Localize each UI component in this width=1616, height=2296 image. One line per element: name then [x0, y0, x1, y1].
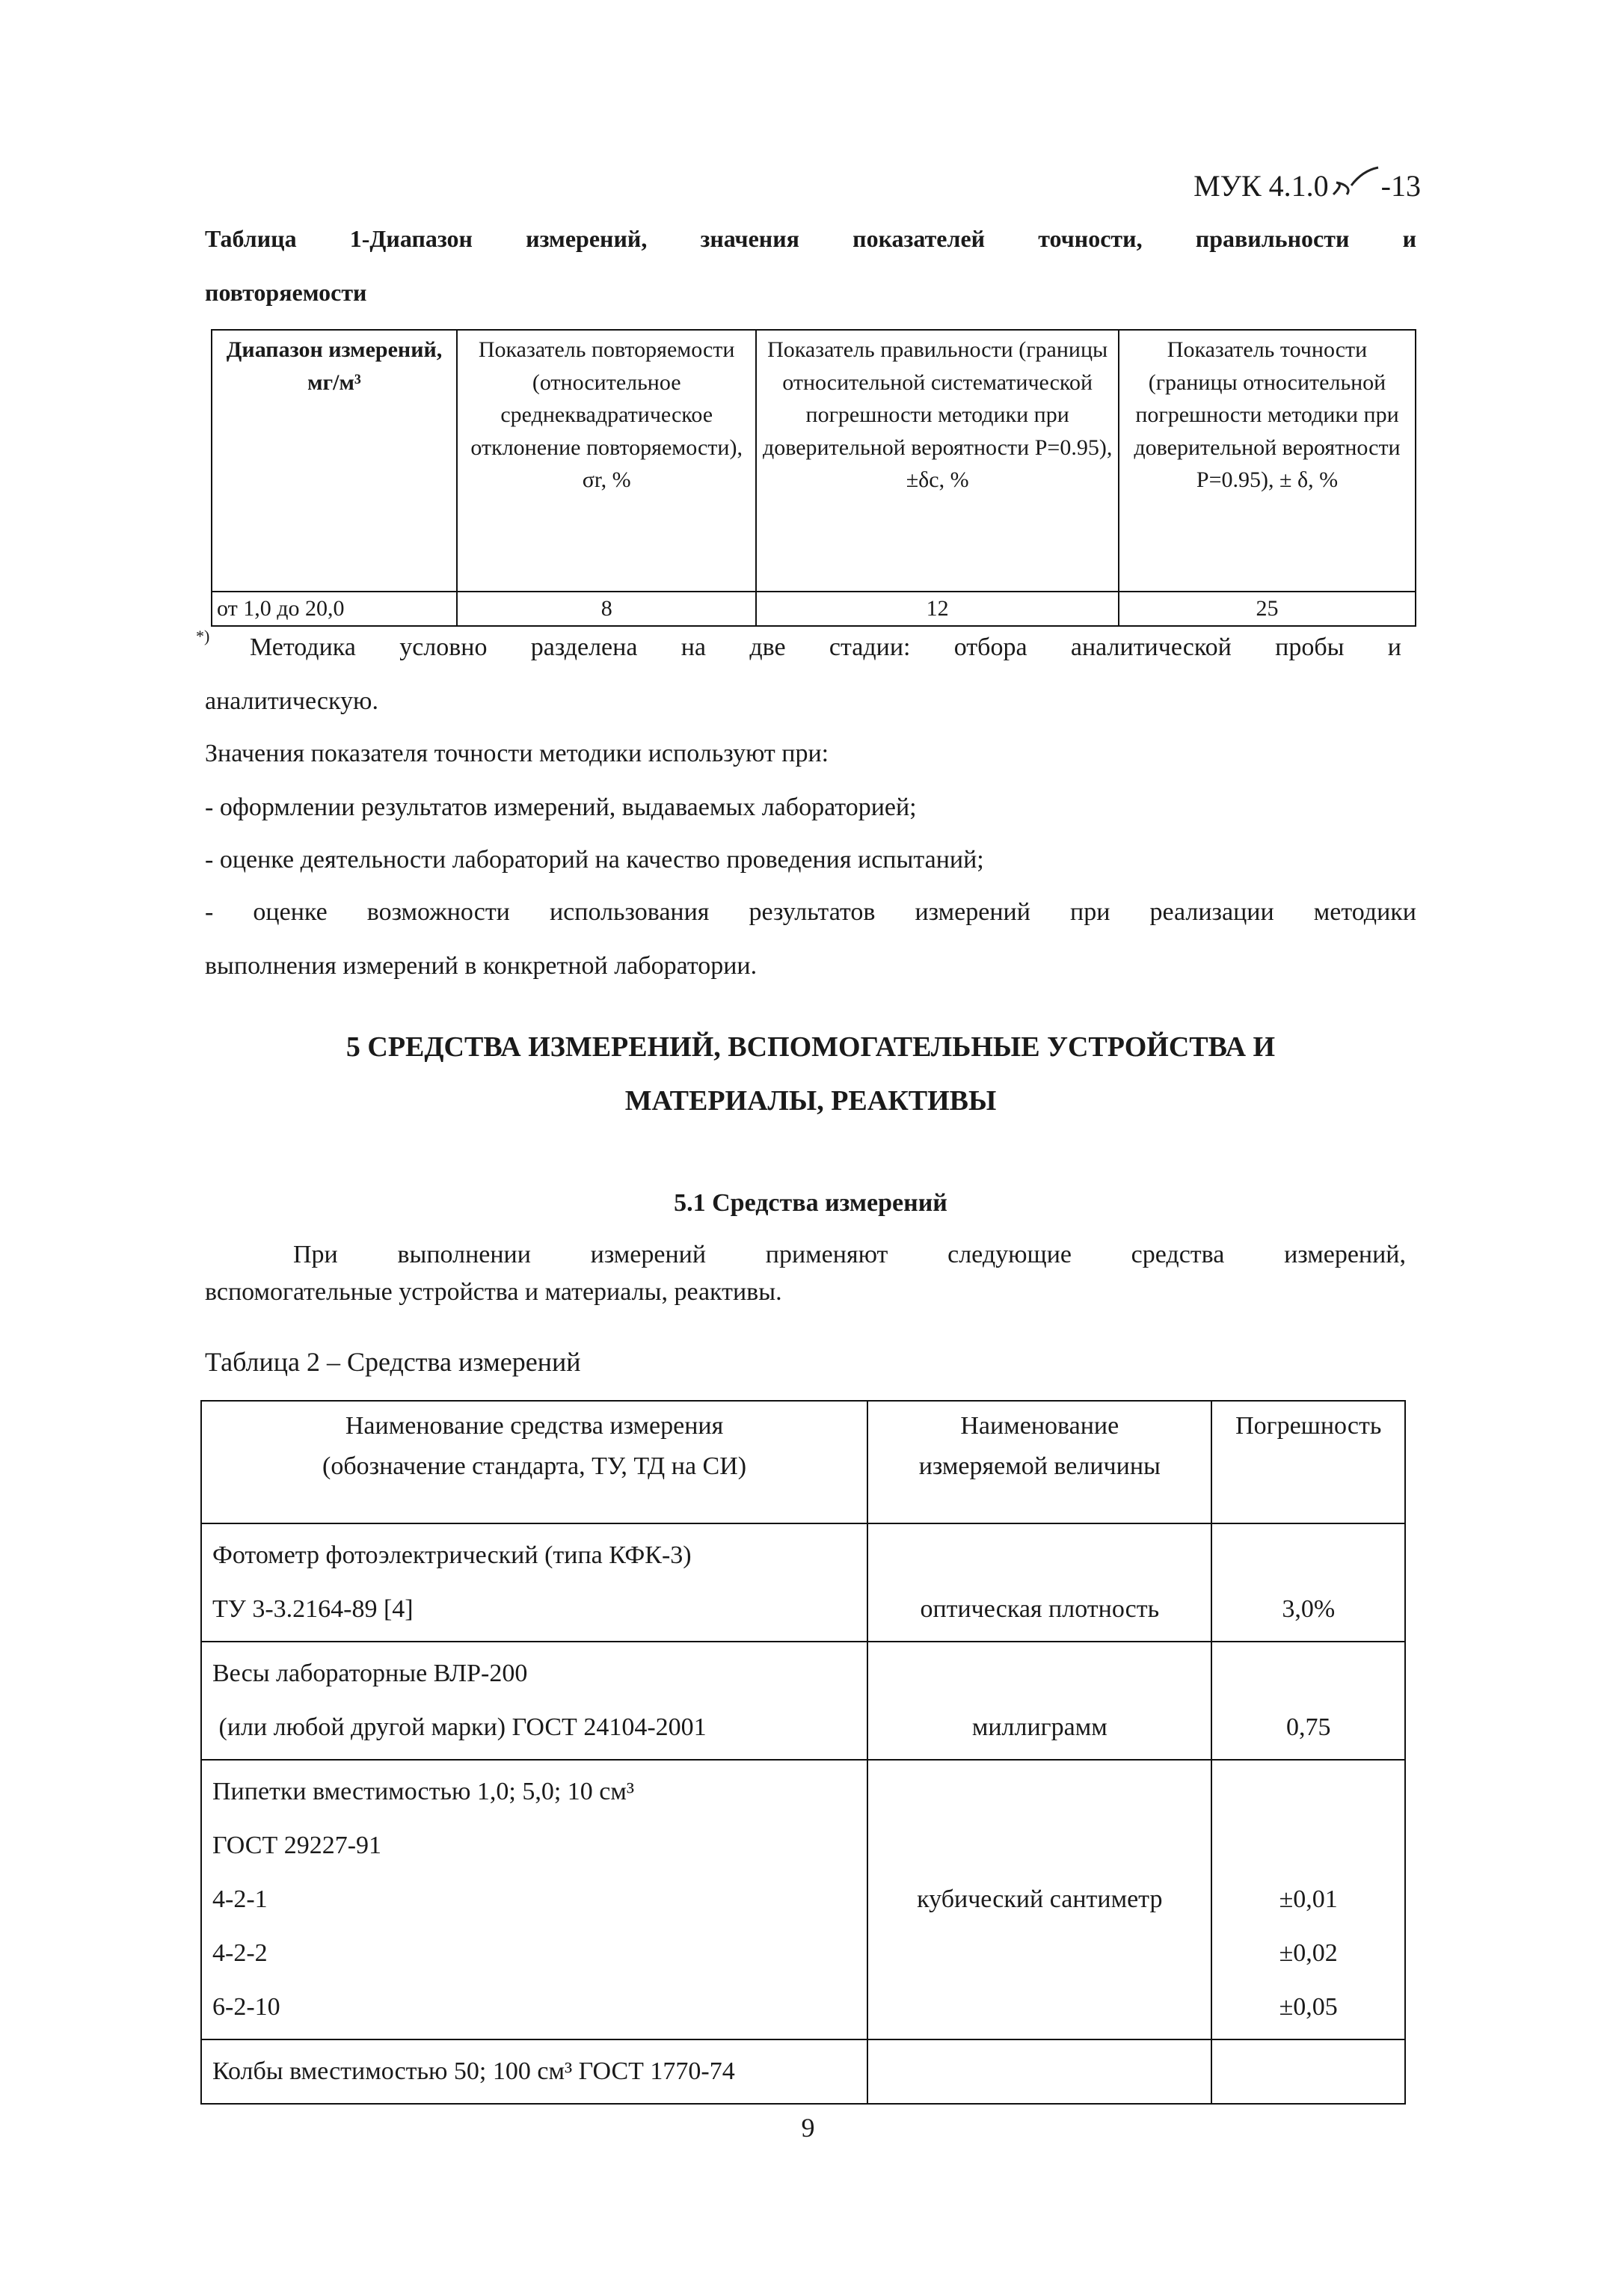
page-number: 9	[801, 2113, 815, 2143]
header-repeatability: Показатель повторяемости (относительное среднеквадратическое отклонение повторяемости), σr, %	[457, 330, 756, 592]
instrument-line: ТУ 3-3.2164-89 [4]	[212, 1595, 414, 1623]
document-code-main: МУК 4.1.0	[1193, 169, 1329, 203]
cell-error	[1211, 2039, 1405, 2104]
usage-item-cont: выполнения измерений в конкретной лаборатории.	[205, 952, 758, 980]
usage-item: - оформлении результатов измерений, выдаваемых лабораторией;	[205, 794, 917, 821]
document-code-suffix: -13	[1380, 169, 1421, 203]
cell-repeatability: 8	[457, 592, 756, 626]
header-quantity-line1: Наименование	[960, 1412, 1119, 1440]
table-row	[201, 2039, 1405, 2104]
cell-range: от 1,0 до 20,0	[212, 592, 457, 626]
instrument-line: Весы лабораторные ВЛР-200	[212, 1660, 528, 1687]
instrument-line: ГОСТ 29227-91	[212, 1832, 382, 1859]
spacer	[879, 1765, 1200, 1873]
instrument-line: 6-2-10	[212, 1993, 280, 2021]
handwritten-digit-mark	[1329, 166, 1381, 202]
header-instrument-line2: (обозначение стандарта, ТУ, ТД на СИ)	[322, 1452, 747, 1481]
header-range: Диапазон измерений, мг/м³	[212, 330, 457, 592]
note-line1: Методика условно разделена на две стадии: отбора аналитической пробы и	[250, 633, 1401, 661]
table1-caption: Таблица 1-Диапазон измерений, значения показателей точности, правильности и	[205, 225, 1416, 252]
header-quantity	[867, 1401, 1211, 1523]
cell-error	[1211, 1642, 1405, 1760]
header-accuracy: Показатель точности (границы относительной погрешности методики при доверительной вероятности P=0.95), ± δ, %	[1119, 330, 1416, 592]
header-trueness: Показатель правильности (границы относительной систематической погрешности методики при доверительной вероятности P=0.95), ±δс, %	[756, 330, 1119, 592]
table-row	[201, 1642, 1405, 1760]
header-error: Погрешность	[1211, 1401, 1405, 1523]
section-title: 5 СРЕДСТВА ИЗМЕРЕНИЙ, ВСПОМОГАТЕЛЬНЫЕ УСТРОЙСТВА И	[345, 1031, 1276, 1063]
instrument-line: 4-2-2	[212, 1939, 268, 1967]
table-row	[212, 592, 1416, 626]
instrument-line: Пипетки вместимостью 1,0; 5,0; 10 см³	[212, 1778, 635, 1805]
instrument-line: 4-2-1	[212, 1885, 268, 1913]
instrument-line: Фотометр фотоэлектрический (типа КФК-3)	[212, 1541, 692, 1569]
header-instrument	[201, 1401, 867, 1523]
error-value: 0,75	[1285, 1713, 1331, 1741]
spacer	[1223, 1765, 1394, 1873]
accuracy-table	[211, 329, 1416, 627]
cell-instrument	[201, 1642, 867, 1760]
cell-trueness: 12	[756, 592, 1119, 626]
cell-instrument	[201, 1523, 867, 1642]
quantity-text: кубический сантиметр	[917, 1885, 1163, 1913]
cell-quantity	[867, 1642, 1211, 1760]
error-value: ±0,02	[1279, 1939, 1338, 1967]
cell-error	[1211, 1523, 1405, 1642]
cell-accuracy: 25	[1119, 592, 1416, 626]
document-code	[1167, 166, 1421, 203]
note-mark: *)	[196, 627, 210, 645]
table-row	[201, 1760, 1405, 2039]
table1-caption-cont: повторяемости	[205, 279, 367, 306]
section-text: При выполнении измерений применяют следующие средства измерений,	[293, 1241, 1406, 1268]
cell-error	[1211, 1760, 1405, 2039]
cell-quantity	[867, 1523, 1211, 1642]
table-row	[201, 1523, 1405, 1642]
usage-item: - оценке деятельности лабораторий на качество проведения испытаний;	[205, 846, 984, 874]
error-value: ±0,05	[1279, 1993, 1338, 2021]
header-instrument-line1: Наименование средства измерения	[345, 1412, 724, 1440]
table2-caption: Таблица 2 – Средства измерений	[205, 1347, 581, 1377]
instrument-line: Колбы вместимостью 50; 100 см³ ГОСТ 1770-74	[212, 2057, 735, 2085]
instruments-table	[200, 1400, 1406, 2105]
usage-item: - оценке возможности использования результатов измерений при реализации методики	[205, 898, 1416, 926]
quantity-text: оптическая плотность	[920, 1595, 1160, 1623]
cell-quantity	[867, 1760, 1211, 2039]
quantity-text: миллиграмм	[971, 1713, 1107, 1741]
usage-intro: Значения показателя точности методики используют при:	[205, 740, 829, 767]
cell-quantity	[867, 2039, 1211, 2104]
table-header-row	[212, 330, 1416, 592]
subsection-title: 5.1 Средства измерений	[674, 1189, 947, 1217]
error-value: ±0,01	[1279, 1885, 1338, 1913]
cell-instrument	[201, 2039, 867, 2104]
table-header-row	[201, 1401, 1405, 1523]
instrument-line: (или любой другой марки) ГОСТ 24104-2001	[212, 1713, 707, 1741]
note-line2: аналитическую.	[205, 687, 378, 715]
cell-instrument	[201, 1760, 867, 2039]
error-value: 3,0%	[1282, 1595, 1336, 1623]
header-quantity-line2: измеряемой величины	[918, 1452, 1161, 1481]
section-title-cont: МАТЕРИАЛЫ, РЕАКТИВЫ	[624, 1085, 997, 1117]
section-text-cont: вспомогательные устройства и материалы, реактивы.	[205, 1278, 782, 1306]
